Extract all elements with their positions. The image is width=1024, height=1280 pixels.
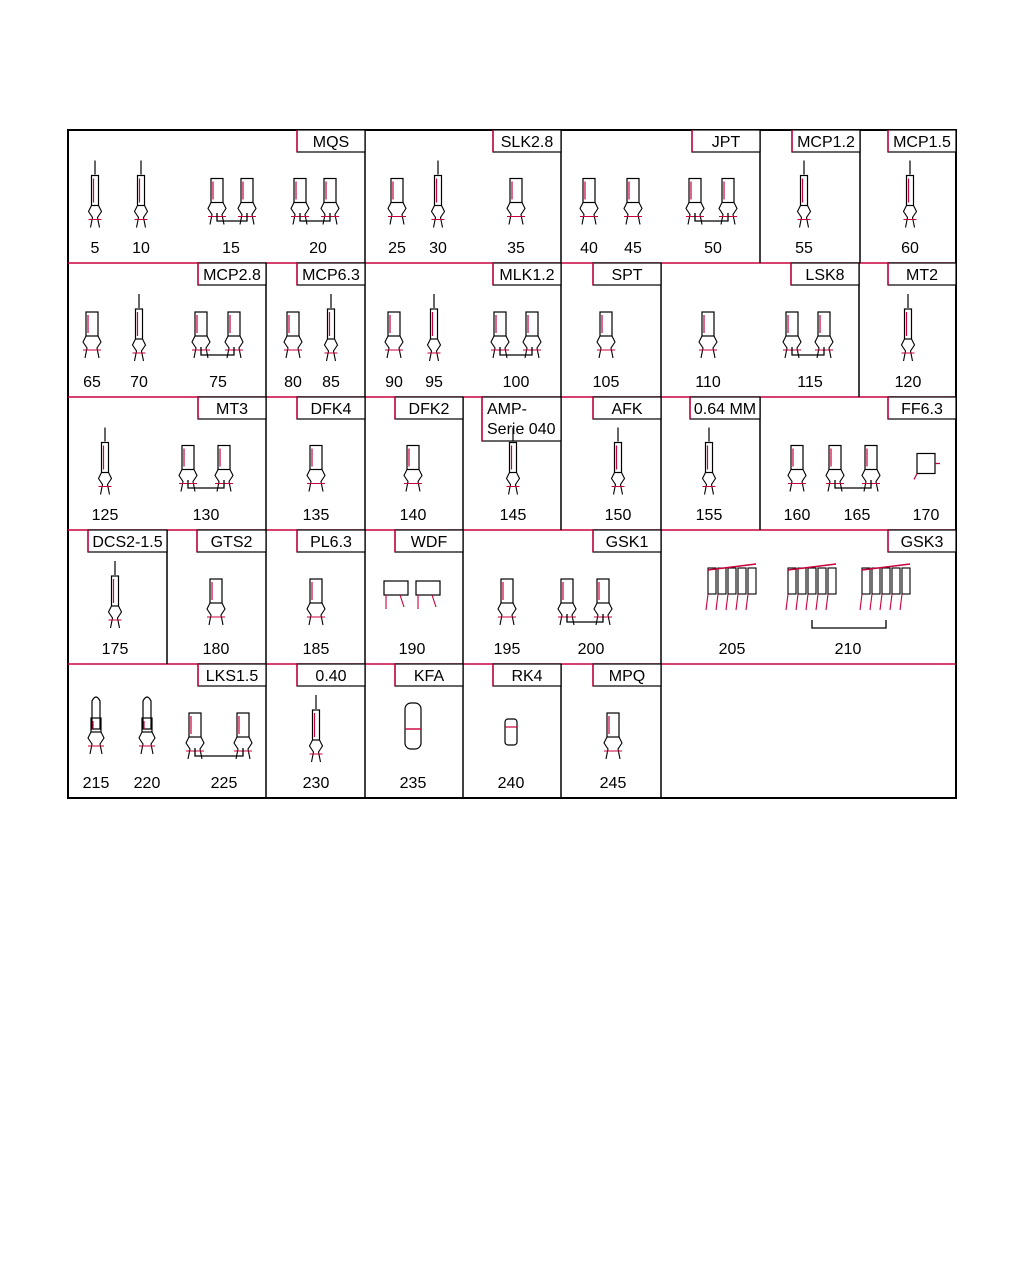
terminal-code: 240 xyxy=(497,775,525,792)
terminal-cell xyxy=(792,130,860,263)
terminal-cell xyxy=(83,263,266,397)
terminal-code: 25 xyxy=(388,240,406,257)
terminal-code: 75 xyxy=(209,374,227,391)
terminal-code: 70 xyxy=(130,374,148,391)
terminal-cell xyxy=(690,397,760,530)
cell-label: FF6.3 xyxy=(901,401,943,418)
terminal-drawing xyxy=(604,713,622,759)
cell-label: DFK4 xyxy=(310,401,352,418)
terminal-drawing xyxy=(505,719,517,745)
terminal-cell xyxy=(888,130,956,263)
terminal-cell xyxy=(706,530,956,664)
terminal-code: 215 xyxy=(82,775,110,792)
terminal-drawing xyxy=(498,579,516,625)
terminal-code: 50 xyxy=(704,240,722,257)
terminal-code: 185 xyxy=(302,641,330,658)
terminal-cell xyxy=(92,397,266,530)
terminal-drawing xyxy=(914,454,940,480)
terminal-cell xyxy=(580,130,760,263)
terminal-cell xyxy=(89,130,366,263)
terminal-code: 85 xyxy=(322,374,340,391)
terminal-code: 210 xyxy=(834,641,862,658)
terminal-drawing xyxy=(207,579,225,625)
cell-label: DCS2-1.5 xyxy=(92,534,163,551)
terminal-drawing xyxy=(902,294,915,361)
terminal-cell xyxy=(593,397,661,530)
cell-label: MT3 xyxy=(216,401,248,418)
terminal-drawing xyxy=(325,294,338,361)
terminal-code: 150 xyxy=(604,507,632,524)
terminal-code: 95 xyxy=(425,374,443,391)
terminal-code: 45 xyxy=(624,240,642,257)
terminal-code: 180 xyxy=(202,641,230,658)
terminal-code: 155 xyxy=(695,507,723,524)
cell-label: MCP6.3 xyxy=(302,267,360,284)
terminal-code: 40 xyxy=(580,240,598,257)
terminal-drawing xyxy=(432,161,445,228)
pair-bracket xyxy=(812,620,886,628)
cell-label: 0.40 xyxy=(315,668,347,685)
cell-label: LSK8 xyxy=(805,267,845,284)
terminal-cell xyxy=(695,263,859,397)
terminal-code: 20 xyxy=(309,240,327,257)
terminal-drawing xyxy=(135,161,148,228)
terminal-code: 15 xyxy=(222,240,240,257)
terminal-code: 5 xyxy=(90,240,100,257)
terminal-drawing xyxy=(404,446,422,492)
terminal-code: 205 xyxy=(718,641,746,658)
terminal-code: 190 xyxy=(398,641,426,658)
terminal-drawing xyxy=(83,312,101,358)
terminal-drawing xyxy=(109,561,122,628)
terminal-drawing xyxy=(699,312,717,358)
terminal-code: 220 xyxy=(133,775,161,792)
cell-label: AMP- xyxy=(487,401,527,418)
terminal-drawing xyxy=(384,581,440,609)
terminal-code: 175 xyxy=(101,641,129,658)
cell-label: GSK1 xyxy=(605,534,649,551)
terminal-drawing xyxy=(388,179,406,225)
cell-label: MPQ xyxy=(608,668,646,685)
terminal-drawing xyxy=(703,428,716,495)
terminal-drawing xyxy=(798,161,811,228)
cell-label: SLK2.8 xyxy=(500,134,554,151)
cell-label: KFA xyxy=(413,668,445,685)
pair-bracket xyxy=(195,748,243,756)
terminal-code: 160 xyxy=(783,507,811,524)
terminal-drawing xyxy=(310,695,323,762)
cell-label: MT2 xyxy=(906,267,938,284)
terminal-code: 165 xyxy=(843,507,871,524)
terminal-cell xyxy=(388,130,561,263)
terminal-code: 90 xyxy=(385,374,403,391)
terminal-code: 60 xyxy=(901,240,919,257)
cell-label: GTS2 xyxy=(210,534,253,551)
terminal-cell xyxy=(297,530,365,664)
terminal-code: 130 xyxy=(192,507,220,524)
terminal-cell xyxy=(482,397,561,530)
terminal-cell xyxy=(83,664,266,798)
terminal-code: 110 xyxy=(695,374,721,391)
terminal-drawing xyxy=(284,312,302,358)
cell-label: JPT xyxy=(711,134,741,151)
cell-label: MQS xyxy=(312,134,350,151)
terminal-code: 100 xyxy=(502,374,530,391)
terminal-drawing xyxy=(904,161,917,228)
cell-label: GSK3 xyxy=(900,534,944,551)
terminal-drawing xyxy=(133,294,146,361)
cell-label: WDF xyxy=(410,534,448,551)
cell-label: MLK1.2 xyxy=(499,267,555,284)
terminal-code: 230 xyxy=(302,775,330,792)
cell-label: SPT xyxy=(611,267,643,284)
terminal-code: 55 xyxy=(795,240,813,257)
cell-label: DFK2 xyxy=(408,401,450,418)
terminal-drawing xyxy=(624,179,642,225)
terminal-drawing xyxy=(428,294,441,361)
terminal-drawing xyxy=(88,697,104,754)
terminal-code: 105 xyxy=(592,374,620,391)
terminal-cell xyxy=(284,263,365,397)
terminal-code: 125 xyxy=(91,507,119,524)
terminal-drawing xyxy=(612,428,625,495)
terminal-cell xyxy=(297,664,365,798)
terminal-drawing xyxy=(507,179,525,225)
terminal-code: 135 xyxy=(302,507,330,524)
cell-label: MCP2.8 xyxy=(203,267,261,284)
terminal-drawing xyxy=(385,312,403,358)
terminal-cell xyxy=(395,664,463,798)
terminal-drawing xyxy=(89,161,102,228)
terminal-cell xyxy=(888,263,956,397)
cell-label: MCP1.2 xyxy=(797,134,855,151)
terminal-code: 35 xyxy=(507,240,525,257)
terminal-code: 195 xyxy=(493,641,521,658)
terminal-cell xyxy=(784,397,956,530)
terminal-code: 80 xyxy=(284,374,302,391)
terminal-cell xyxy=(197,530,266,664)
cell-label: PL6.3 xyxy=(310,534,352,551)
cell-label: AFK xyxy=(611,401,643,418)
terminal-code: 225 xyxy=(210,775,238,792)
terminal-cell xyxy=(297,397,365,530)
terminal-drawing xyxy=(307,579,325,625)
terminal-drawing xyxy=(307,446,325,492)
terminal-cell xyxy=(494,530,661,664)
terminal-code: 245 xyxy=(599,775,627,792)
terminal-code: 145 xyxy=(499,507,527,524)
terminal-code: 140 xyxy=(399,507,427,524)
terminal-cell xyxy=(593,664,661,798)
terminal-drawing xyxy=(788,446,806,492)
terminal-code: 115 xyxy=(797,374,823,391)
terminal-cell xyxy=(593,263,661,397)
terminal-cell xyxy=(493,664,561,798)
terminal-code: 235 xyxy=(399,775,427,792)
cell-label: MCP1.5 xyxy=(893,134,951,151)
cell-label: 0.64 MM xyxy=(693,401,757,418)
terminal-code: 200 xyxy=(577,641,605,658)
cell-label: Serie 040 xyxy=(487,421,556,438)
terminal-drawing xyxy=(597,312,615,358)
terminal-cell xyxy=(385,263,561,397)
terminal-cell xyxy=(395,397,463,530)
terminal-code: 10 xyxy=(132,240,150,257)
terminal-code: 65 xyxy=(83,374,101,391)
cell-label: LKS1.5 xyxy=(205,668,259,685)
terminal-drawing xyxy=(99,428,112,495)
terminal-code: 30 xyxy=(429,240,447,257)
terminal-cell xyxy=(384,530,463,664)
terminal-drawing xyxy=(580,179,598,225)
terminal-code: 170 xyxy=(912,507,940,524)
terminal-drawing xyxy=(139,697,155,754)
cell-label: RK4 xyxy=(511,668,543,685)
terminal-code: 120 xyxy=(894,374,922,391)
terminal-drawing xyxy=(405,703,421,749)
terminal-cell xyxy=(88,530,167,664)
